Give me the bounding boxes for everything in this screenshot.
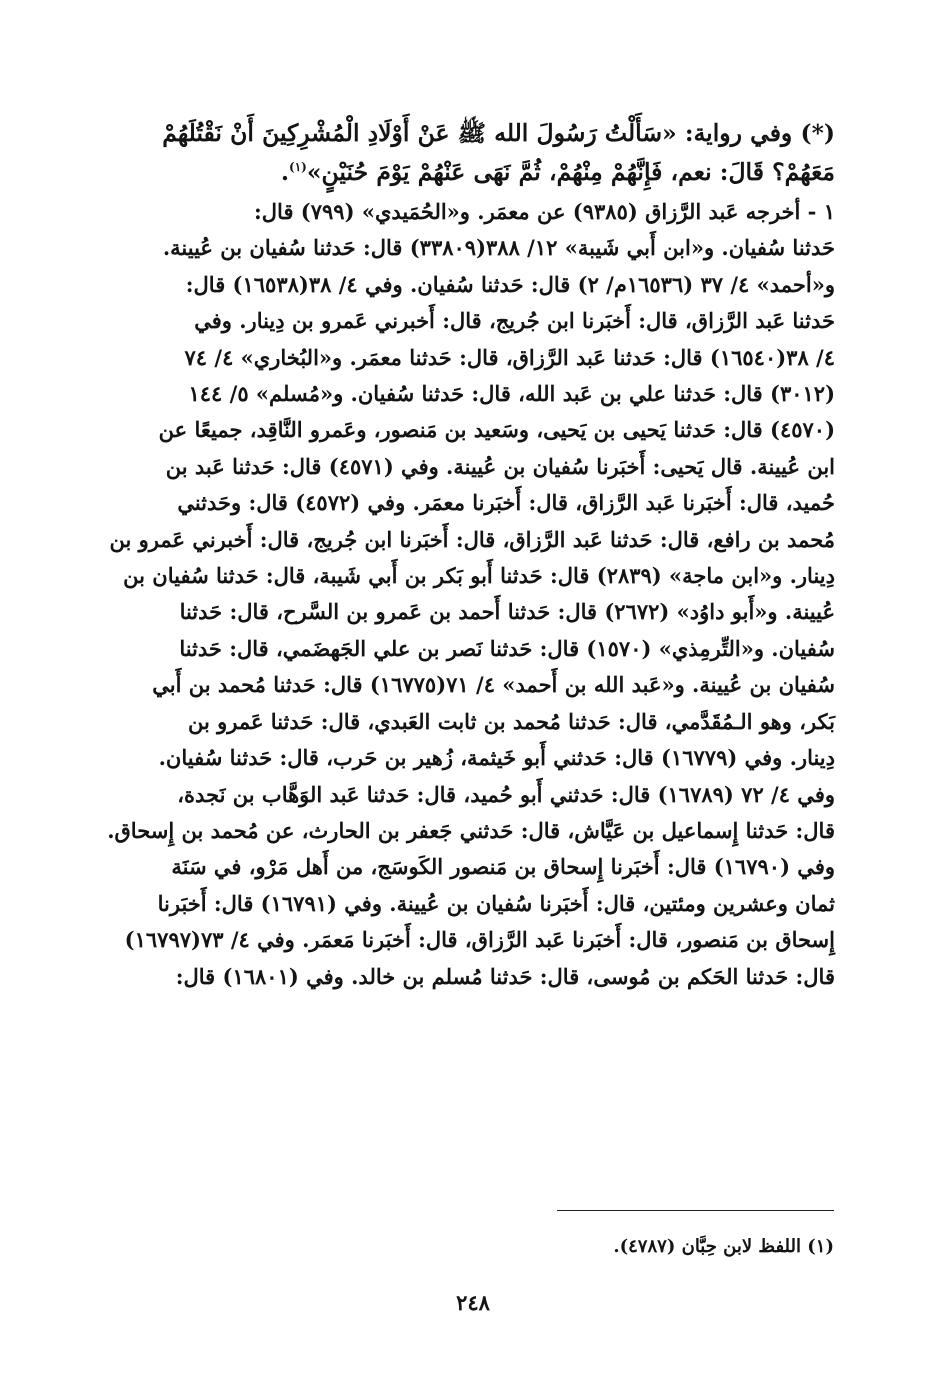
takhrij-paragraph (90, 194, 835, 995)
hadith-line-end: . (280, 158, 290, 186)
main-text (90, 114, 835, 995)
takhrij-line: ابن عُيينة. قال يَحيى: أَخبَرنا سُفيان بن عُيينة. وفي (٤٥٧١) قال: حَدثنا عَبد بن (165, 453, 835, 479)
takhrij-line: ٤/ ٣٨(١٦٥٤٠) قال: حَدثنا عَبد الرَّزاق، قال: حَدثنا معمَر. و«البُخاري» ٤/ ٧٤ (184, 344, 835, 370)
takhrij-line: دِينار. وفي (١٦٧٧٩) قال: حَدثني أَبو خَيثمة، زُهير بن حَرب، قال: حَدثنا سُفيان. (158, 745, 835, 771)
takhrij-line: (٣٠١٢) قال: حَدثنا علي بن عَبد الله، قال: حَدثنا سُفيان. و«مُسلم» ٥/ ١٤٤ (188, 381, 835, 407)
footnote: (١) اللفظ لابن حِبَّان (٤٧٨٧). (613, 1236, 834, 1257)
takhrij-line: بَكر، وهو الـمُقَدَّمي، قال: حَدثنا مُحمد بن ثابت العَبدي، قال: حَدثنا عَمرو بن (187, 708, 835, 734)
page-number: ٢٤٨ (456, 1290, 490, 1315)
takhrij-line: ثمان وعشرين ومئتين، قال: أَخبَرنا سُفيان بن عُيينة. وفي (١٦٧٩١) قال: أَخبَرنا (157, 890, 835, 916)
takhrij-line: (٤٥٧٠) قال: حَدثنا يَحيى بن يَحيى، وسَعيد بن مَنصور، وعَمرو النَّاقِد، جميعًا عن (158, 417, 835, 443)
takhrij-line: سُفيان. و«التِّرمِذي» (١٥٧٠) قال: حَدثنا نَصر بن علي الجَهضَمي، قال: حَدثنا (179, 635, 835, 661)
takhrij-line: حَدثنا عَبد الرَّزاق، قال: أَخبَرنا ابن جُريج، قال: أَخبرني عَمرو بن دِينار. وفي (194, 308, 835, 334)
takhrij-line: عُيينة. و«أَبو داوُد» (٢٦٧٢) قال: حَدثنا أَحمد بن عَمرو بن السَّرح، قال: حَدثنا (179, 599, 835, 625)
takhrij-line: قال: حَدثنا الحَكم بن مُوسى، قال: حَدثنا مُسلم بن خالد. وفي (١٦٨٠١) قال: (175, 963, 835, 989)
takhrij-line: ١ - أخرجه عَبد الرَّزاق (٩٣٨٥) عن معمَر. و«الحُمَيدي» (٧٩٩) قال: (254, 199, 835, 224)
hadith-line-last (90, 153, 835, 192)
takhrij-line: وفي ٤/ ٧٢ (١٦٧٨٩) قال: حَدثني أَبو حُميد، قال: حَدثنا عَبد الوَهَّاب بن نَجدة، (177, 781, 835, 807)
takhrij-line: مُحمد بن رافع، قال: حَدثنا عَبد الرَّزاق، قال: أَخبَرنا ابن جُريج، قال: أَخبرني عَمرو بن (109, 526, 835, 552)
takhrij-line: دِينار. و«ابن ماجة» (٢٨٣٩) قال: حَدثنا أَبو بَكر بن أَبي شَيبة، قال: حَدثنا سُفيان بن (123, 563, 835, 589)
hadith-line-text: مَعَهُمْ؟ قَالَ: نعم، فَإِنَّهُمْ مِنْهُمْ، ثُمَّ نَهَى عَنْهُمْ يَوْمَ حُنَيْنٍ» (306, 158, 835, 186)
footnote-separator (557, 1210, 834, 1211)
takhrij-line: حُميد، قال: أَخبَرنا عَبد الرَّزاق، قال: أَخبَرنا معمَر. وفي (٤٥٧٢) قال: وحَدثني (177, 490, 835, 516)
footnote-reference: (١) (289, 160, 307, 175)
takhrij-line: و«أحمد» ٤/ ٣٧ (١٦٥٣٦م/ ٢) قال: حَدثنا سُفيان. وفي ٤/ ٣٨(١٦٥٣٨) قال: (185, 271, 835, 297)
hadith-paragraph (90, 114, 835, 192)
takhrij-line: حَدثنا سُفيان. و«ابن أَبي شَيبة» ١٢/ ٣٨٨(٣٣٨٠٩) قال: حَدثنا سُفيان بن عُيينة. (162, 235, 835, 261)
takhrij-line: إِسحاق بن مَنصور، قال: أَخبَرنا عَبد الرَّزاق، قال: أَخبَرنا مَعمَر. وفي ٤/ ٧٣(١٦٧٩٧) (124, 927, 835, 953)
takhrij-line: قال: حَدثنا إِسماعيل بن عَيَّاش، قال: حَدثني جَعفر بن الحارث، عن مُحمد بن إِسحاق. (107, 817, 835, 843)
takhrij-line: وفي (١٦٧٩٠) قال: أَخبَرنا إِسحاق بن مَنصور الكَوسَج، من أَهل مَرْو، في سَنَة (171, 854, 835, 880)
hadith-line: (*) وفي رواية: «سَأَلْتُ رَسُولَ الله ﷺ عَنْ أَوْلَادِ الْمُشْرِكِينَ أَنْ نَقْتُلَهُمْ (162, 119, 835, 147)
takhrij-line: سُفيان بن عُيينة. و«عَبد الله بن أَحمد» ٤/ ٧١(١٦٧٧٥) قال: حَدثنا مُحمد بن أَبي (152, 672, 835, 698)
